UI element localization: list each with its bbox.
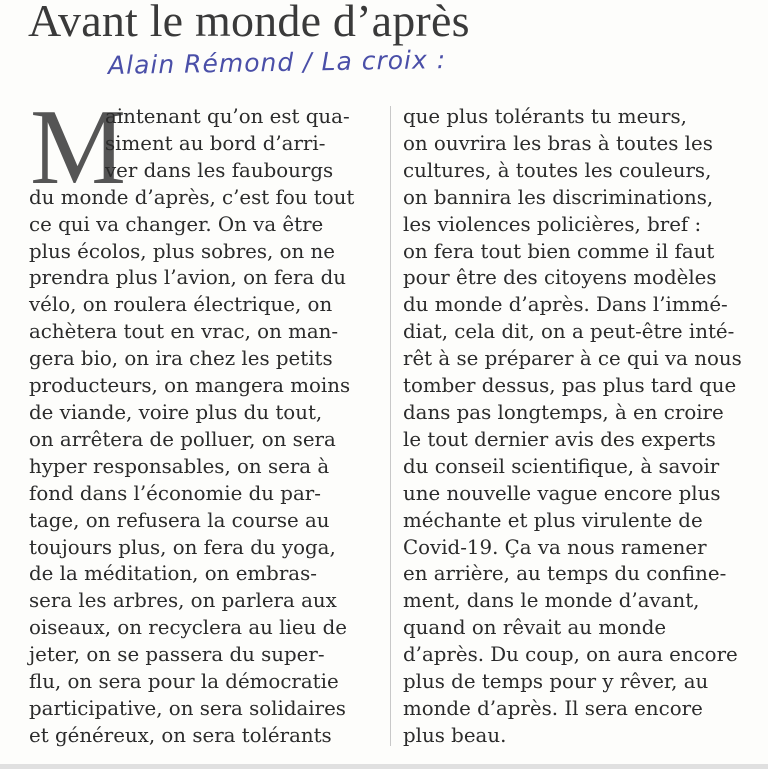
text-line: sera les arbres, on parlera aux [29,589,337,613]
text-line: prendra plus l’avion, on fera du [29,266,346,290]
text-line: méchante et plus virulente de [403,508,703,532]
drop-cap: M [30,88,127,207]
text-line: et généreux, on sera tolérants [29,723,332,747]
text-line: dans pas longtemps, à en croire [403,400,724,424]
page-edge [0,764,768,769]
text-line: plus beau. [403,723,507,747]
text-line: tomber dessus, pas plus tard que [403,374,737,398]
text-line: que plus tolérants tu meurs, [403,105,687,128]
text-line: tage, on refusera la course au [29,508,330,532]
text-line: ment, dans le monde d’avant, [403,589,700,613]
text-line: jeter, on se passera du super- [29,643,325,667]
text-line: quand on rêvait au monde [403,616,667,640]
text-line: plus de temps pour y rêver, au [403,670,709,694]
text-line: flu, on sera pour la démocratie [29,670,339,694]
text-line: Covid-19. Ça va nous ramener [403,535,707,559]
text-line: fond dans l’économie du par- [29,481,321,505]
text-line: monde d’après. Il sera encore [403,696,703,720]
handwritten-annotation: Alain Rémond / La croix : [107,45,447,80]
text-line: hyper responsables, on sera à [29,454,330,478]
text-line: toujours plus, on fera du yoga, [29,535,336,559]
text-line: une nouvelle vague encore plus [403,481,721,505]
text-line: on arrêtera de polluer, on sera [29,427,336,451]
text-line: de viande, voire plus du tout, [29,400,323,424]
text-line: on bannira les discriminations, [403,185,714,209]
text-line: rêt à se préparer à ce qui va nous [403,347,742,371]
text-line: du conseil scientifique, à savoir [403,454,720,478]
text-line: en arrière, au temps du confine- [403,562,727,586]
text-line: cultures, à toutes les couleurs, [403,158,712,182]
text-line: participative, on sera solidaires [29,696,346,720]
text-line: ver dans les faubourgs [105,158,334,182]
text-line: le tout dernier avis des experts [403,427,716,451]
headline: Avant le monde d’après [28,0,470,46]
column-divider [390,106,391,746]
text-line: on ouvrira les bras à toutes les [403,131,713,155]
left-column [29,88,381,750]
text-line: les violences policières, bref : [403,212,702,236]
text-line: ce qui va changer. On va être [29,212,324,236]
text-line: du monde d’après. Dans l’immé- [403,293,728,317]
text-line: de la méditation, on embras- [29,562,317,586]
text-line: oiseaux, on recyclera au lieu de [29,616,347,640]
text-line: du monde d’après, c’est fou tout [29,185,355,209]
text-line: gera bio, on ira chez les petits [29,347,333,371]
text-line: pour être des citoyens modèles [403,266,717,290]
text-line: diat, cela dit, on a peut-être inté- [403,320,735,344]
text-line: d’après. Du coup, on aura encore [403,643,738,667]
text-line: on fera tout bien comme il faut [403,239,715,263]
text-line: achètera tout en vrac, on man- [29,320,339,344]
right-column [403,104,755,750]
text-line: siment au bord d’arri- [105,131,326,155]
text-line: vélo, on roulera électrique, on [29,293,333,317]
text-line: plus écolos, plus sobres, on ne [29,239,335,263]
text-line: producteurs, on mangera moins [29,374,351,398]
text-line: aintenant qu’on est qua- [105,105,350,128]
